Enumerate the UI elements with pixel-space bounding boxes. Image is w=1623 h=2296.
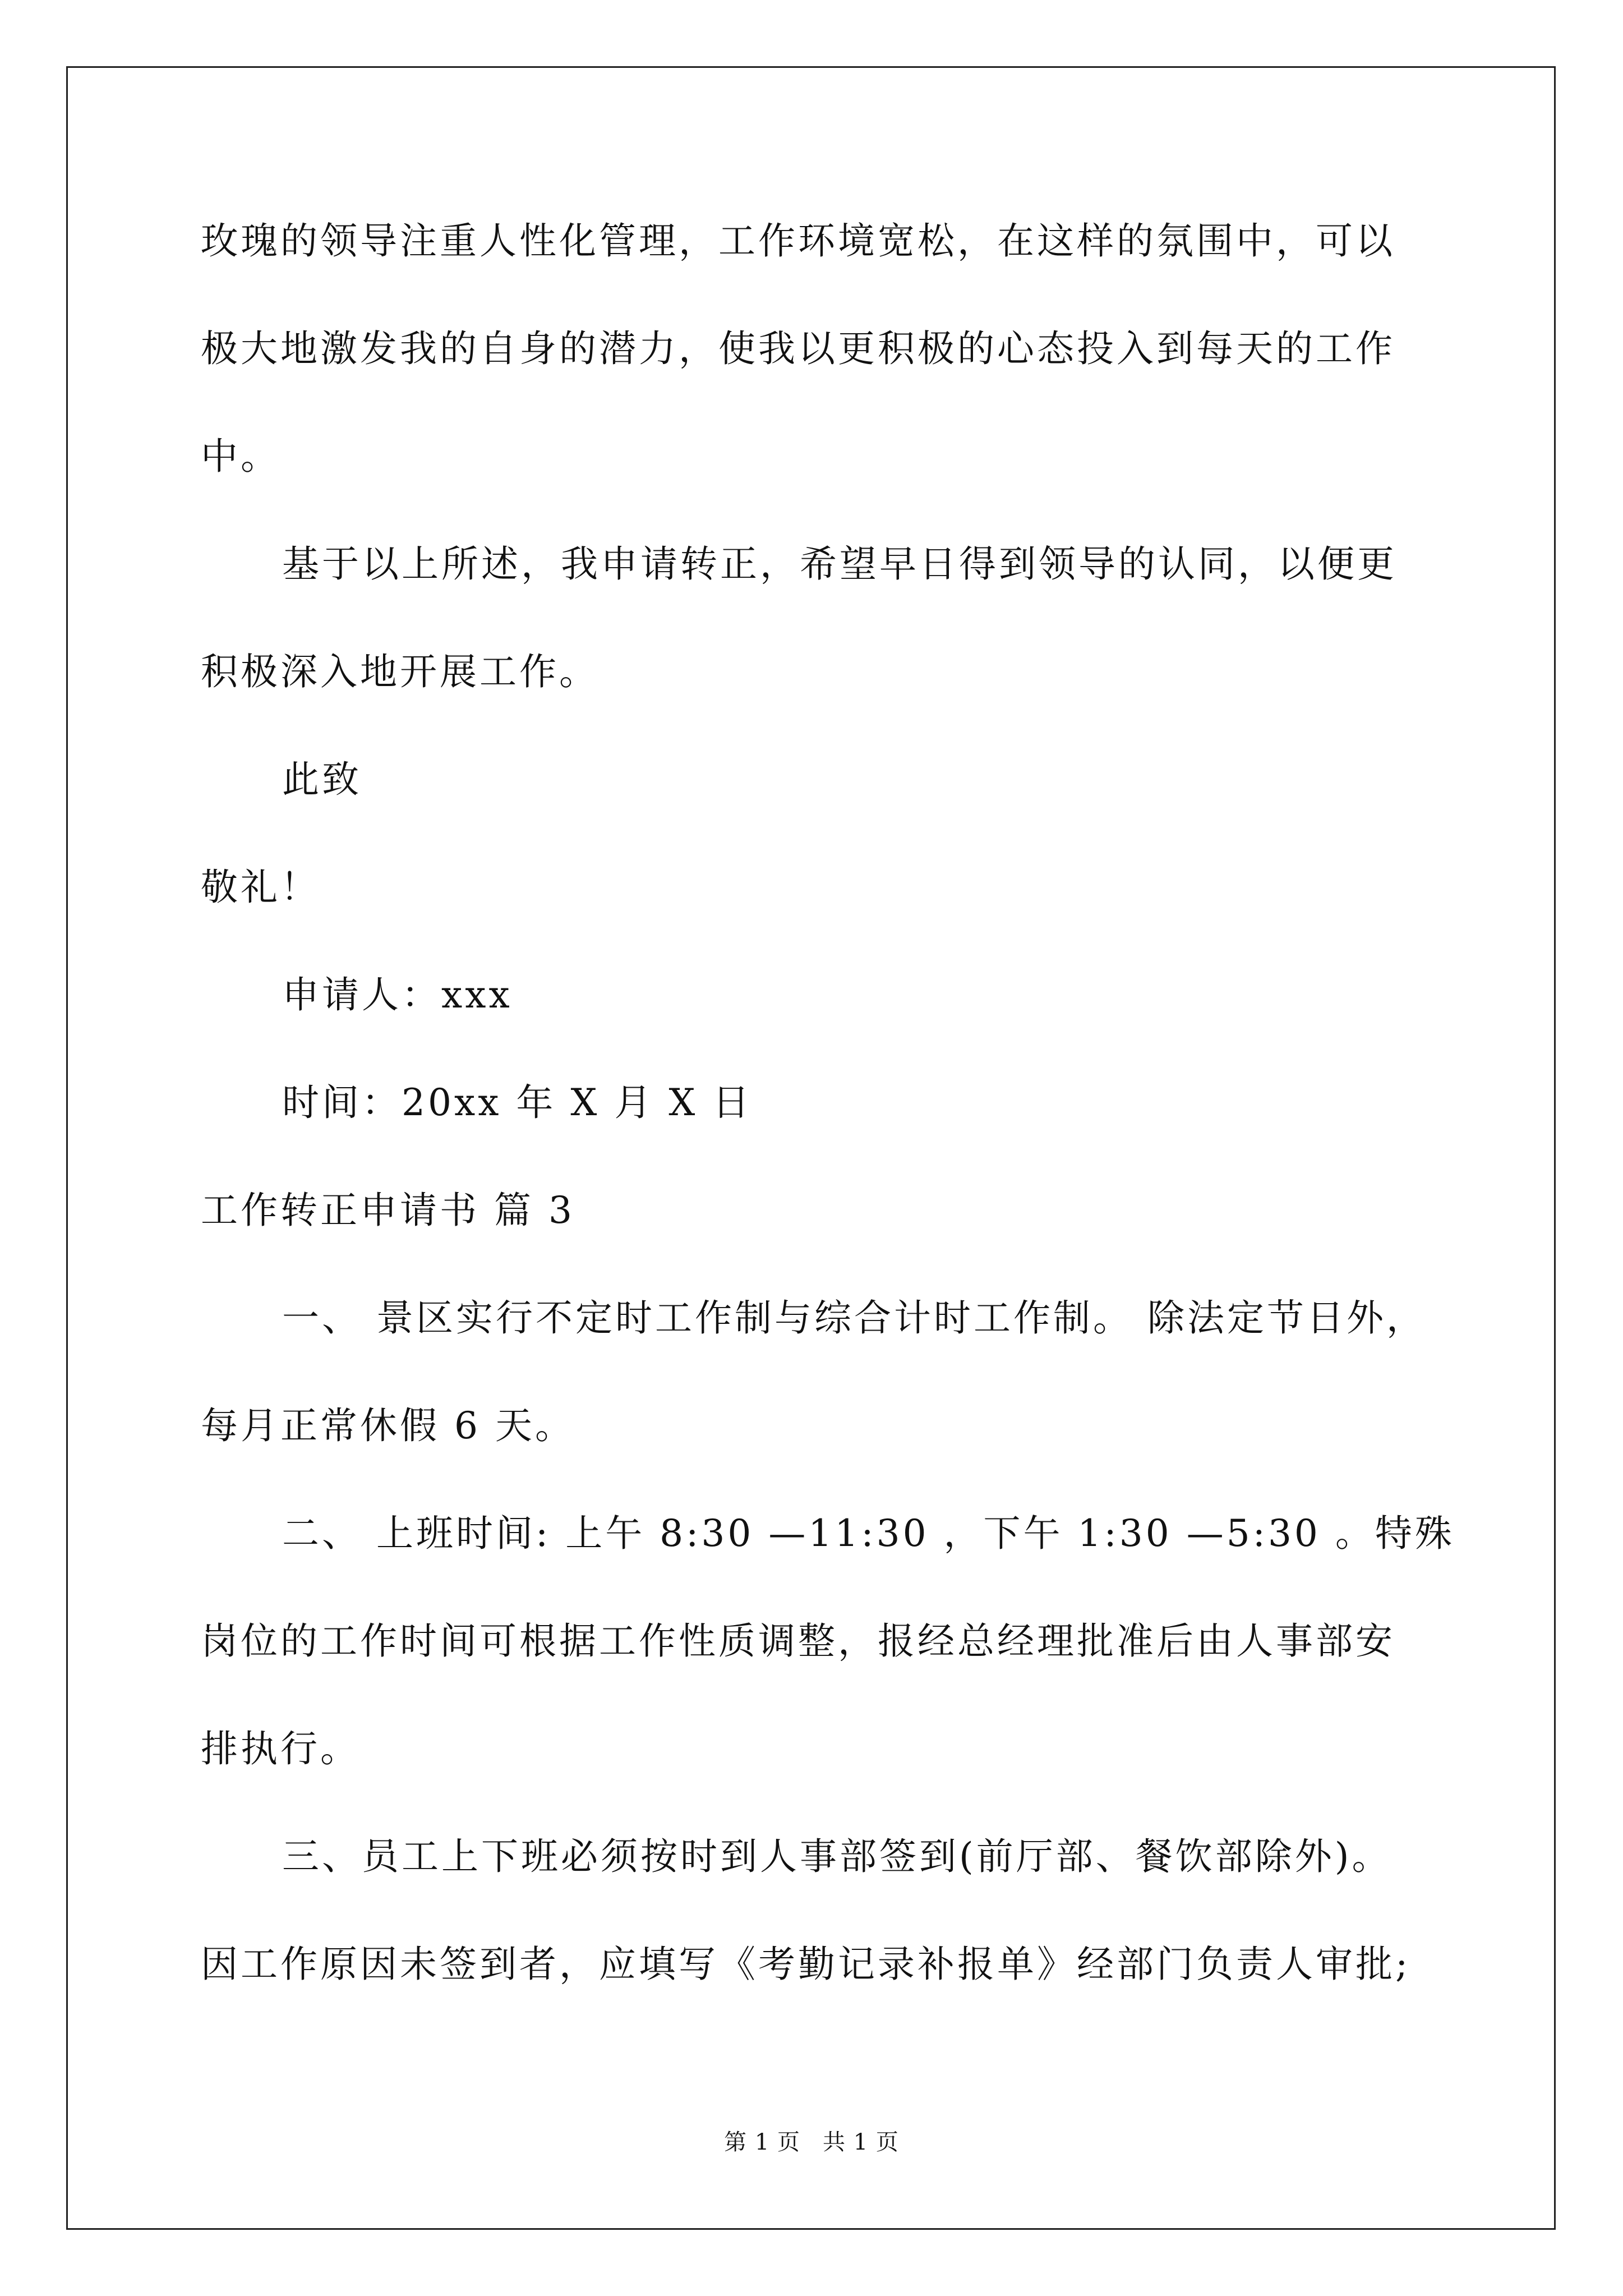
text-line: 二、 上班时间: 上午 8:30 —11:30 ，下午 1:30 —5:30 。特殊 — [282, 1512, 1455, 1555]
text-line: 岗位的工作时间可根据工作性质调整，报经总经理批准后由人事部安 — [201, 1619, 1395, 1663]
text-line: 一、 景区实行不定时工作制与综合计时工作制。 除法定节日外， — [282, 1296, 1426, 1340]
text-line: 极大地激发我的自身的潜力，使我以更积极的心态投入到每天的工作 — [201, 327, 1395, 370]
section-heading: 工作转正申请书 篇 3 — [201, 1189, 575, 1232]
page-number: 第 1 页 — [724, 2129, 800, 2155]
text-line: 积极深入地开展工作。 — [201, 650, 599, 693]
text-line: 每月正常休假 6 天。 — [201, 1404, 575, 1447]
text-line: 中。 — [201, 435, 280, 478]
text-line: 排执行。 — [201, 1727, 360, 1770]
text-line: 基于以上所述，我申请转正，希望早日得到领导的认同，以便更 — [282, 542, 1397, 586]
page-border — [66, 66, 1556, 2230]
text-line: 三、员工上下班必须按时到人事部签到(前厅部、餐饮部除外)。 — [282, 1835, 1392, 1878]
text-line: 因工作原因未签到者，应填写《考勤记录补报单》经部门负责人审批; — [201, 1943, 1411, 1986]
salutation-line: 敬礼！ — [201, 866, 320, 909]
page-footer — [0, 2128, 1623, 2156]
closing-line: 此致 — [282, 758, 362, 801]
page-total: 共 1 页 — [823, 2129, 899, 2155]
text-line: 玫瑰的领导注重人性化管理，工作环境宽松，在这样的氛围中，可以 — [201, 219, 1395, 263]
applicant-line: 申请人：xxx — [282, 973, 513, 1016]
date-line: 时间：20xx 年 X 月 X 日 — [282, 1081, 753, 1124]
